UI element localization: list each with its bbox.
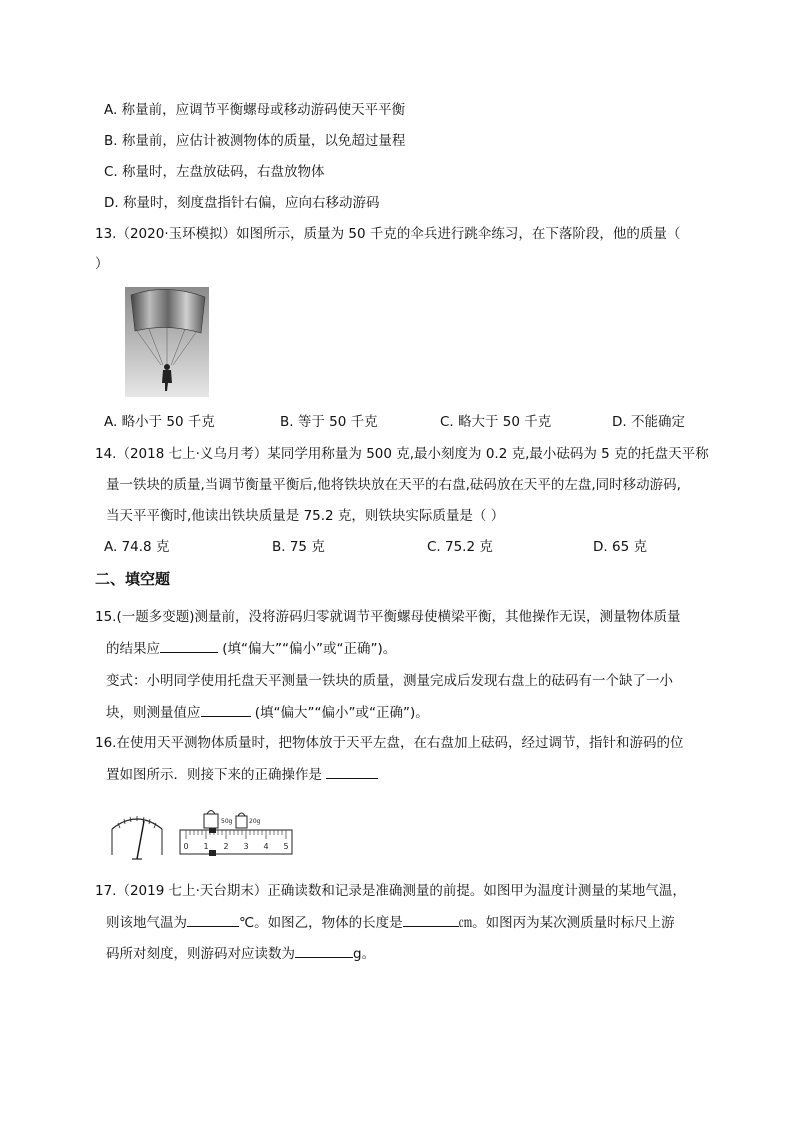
q13-option-a: A. 略小于 50 千克 [104, 414, 215, 430]
q16-line2-text: 置如图所示．则接下来的正确操作是 [106, 767, 322, 783]
scale-tick-label: 5 [283, 842, 289, 851]
q15-stem-line2 [106, 638, 396, 659]
q17-temperature-blank[interactable] [187, 912, 239, 927]
q17-line3-text-a: 码所对刻度，则游码对应读数为 [106, 946, 295, 962]
q13-option-b: B. 等于 50 千克 [280, 414, 378, 430]
q14-option-d: D. 65 克 [593, 539, 647, 555]
q17-line2-text-a: 则该地气温为 [106, 915, 187, 931]
q17-line2-text-c: ㎝。如图丙为某次测质量时标尺上游 [458, 915, 675, 931]
scale-tick-label: 1 [203, 842, 209, 851]
q17-line2-text-b: ℃。如图乙，物体的长度是 [239, 915, 403, 931]
q16-stem-line1: 16.在使用天平测物体质量时，把物体放于天平左盘，在右盘加上砝码，经过调节，指针和游码的位 [95, 735, 684, 751]
q13-stem-line2: ） [95, 256, 109, 272]
q17-mass-blank[interactable] [295, 943, 353, 958]
scale-tick-label: 0 [183, 842, 189, 851]
q16-answer-blank[interactable] [326, 764, 378, 779]
q15-line2-text-b: (填“偏大”“偏小”或“正确”)。 [218, 641, 397, 657]
q17-length-blank[interactable] [403, 912, 459, 927]
q15-answer-blank[interactable] [160, 638, 218, 653]
q17-stem-line3 [106, 943, 375, 964]
q15-variant-answer-blank[interactable] [201, 702, 251, 717]
q15-line4-text-b: (填“偏大”“偏小”或“正确”)。 [250, 705, 429, 721]
q17-stem-line2 [106, 912, 675, 933]
pointer-needle [137, 821, 144, 859]
q15-variant-line2 [106, 702, 429, 723]
q14-option-b: B. 75 克 [272, 539, 325, 555]
parachutist-photo [125, 287, 209, 397]
q13-stem-line1: 13.（2020·玉环模拟）如图所示，质量为 50 千克的伞兵进行跳伞练习，在下落阶段，他的质量（ [95, 226, 681, 242]
q13-option-d: D. 不能确定 [612, 414, 685, 430]
q12-option-c: C. 称量时，左盘放砝码，右盘放物体 [104, 164, 325, 180]
q13-option-c: C. 略大于 50 千克 [440, 414, 552, 430]
q15-variant-line1: 变式：小明同学使用托盘天平测量一铁块的质量，测量完成后发现右盘上的砝码有一个缺了一小 [106, 673, 673, 689]
q17-stem-line1: 17.（2019 七上·天台期末）正确读数和记录是准确测量的前提。如图甲为温度计测量的某地气温， [95, 883, 686, 899]
scale-tick-label: 4 [263, 842, 269, 851]
q12-option-d: D. 称量时，刻度盘指针右偏，应向右移动游码 [104, 195, 380, 211]
scale-tick-label: 2 [223, 842, 229, 851]
q12-option-a: A. 称量前，应调节平衡螺母或移动游码使天平平衡 [104, 102, 406, 118]
balance-pointer-dial [108, 805, 166, 863]
q17-line3-text-b: g。 [353, 946, 376, 962]
q14-option-c: C. 75.2 克 [427, 539, 493, 555]
q14-stem-line3: 当天平平衡时,他读出铁块质量是 75.2 克，则铁块实际质量是（ ） [106, 508, 505, 524]
weight-20g-label: 20g [249, 818, 261, 825]
q15-line4-text-a: 块，则测量值应 [106, 705, 201, 721]
q14-stem-line2: 量一铁块的质量,当调节衡量平衡后,他将铁块放在天平的右盘,砝码放在天平的左盘,同时移动游码, [106, 477, 681, 493]
q14-option-a: A. 74.8 克 [104, 539, 170, 555]
q15-line2-text-a: 的结果应 [106, 641, 160, 657]
q14-stem-line1: 14.（2018 七上·义乌月考）某同学用称量为 500 克,最小刻度为 0.2 克,最小砝码为 5 克的托盘天平称 [95, 446, 709, 462]
rider-bottom [209, 850, 216, 856]
rider-scale-ruler [178, 826, 294, 860]
q15-stem-line1: 15.(一题多变题)测量前，没将游码归零就调节平衡螺母使横梁平衡，其他操作无误，测量物体质量 [95, 609, 681, 625]
q12-option-b: B. 称量前，应估计被测物体的质量，以免超过量程 [104, 133, 406, 149]
rider-top [209, 828, 216, 833]
parachute-canopy [131, 289, 205, 333]
q16-stem-line2 [106, 764, 378, 785]
weight-50g-label: 50g [221, 818, 233, 825]
scale-tick-label: 3 [243, 842, 249, 851]
section-title-fill-in: 二、填空题 [95, 570, 171, 588]
